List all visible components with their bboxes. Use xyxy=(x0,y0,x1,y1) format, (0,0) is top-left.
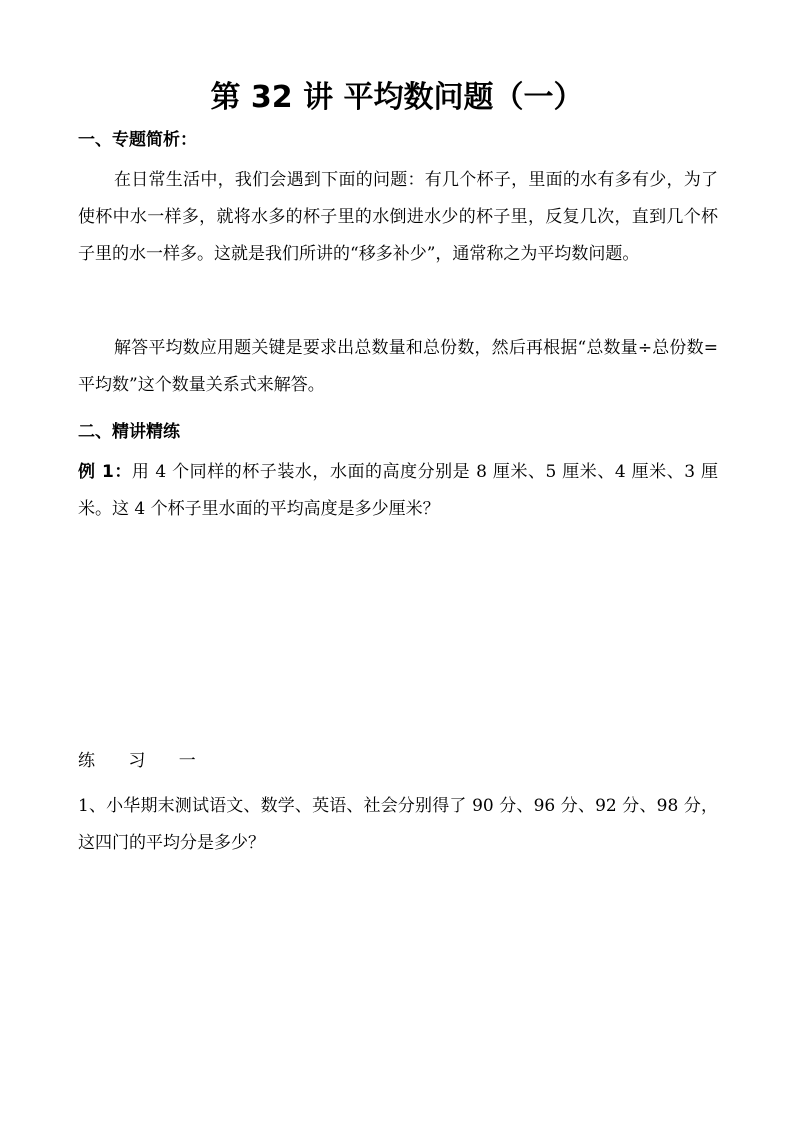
example-text: 用 4 个同样的杯子装水，水面的高度分别是 8 厘米、5 厘米、4 厘米、3 厘米。这 4 个杯子里水面的平均高度是多少厘米？ xyxy=(78,462,718,519)
analysis-paragraph-1: 在日常生活中，我们会遇到下面的问题：有几个杯子，里面的水有多有少，为了使杯中水一样多，就将水多的杯子里的水倒进水少的杯子里，反复几次，直到几个杯子里的水一样多。这就是我们所讲的“移多补少”，通常称之为平均数问题。 xyxy=(78,170,718,264)
section-heading-analysis: 一、专题简析： xyxy=(78,130,197,150)
section-heading-practice-lecture: 二、精讲精练 xyxy=(78,422,180,442)
analysis-paragraph-2: 解答平均数应用题关键是要求出总数量和总份数，然后再根据“总数量÷总份数=平均数”这个数量关系式来解答。 xyxy=(78,338,718,395)
practice-title: 练 习 一 xyxy=(78,751,210,771)
practice-question-1: 1、小华期末测试语文、数学、英语、社会分别得了 90 分、96 分、92 分、98 分，这四门的平均分是多少？ xyxy=(78,796,718,853)
example-label: 例 1： xyxy=(78,462,132,482)
example-1 xyxy=(78,454,718,528)
page-title: 第 32 讲 平均数问题（一） xyxy=(210,80,584,115)
